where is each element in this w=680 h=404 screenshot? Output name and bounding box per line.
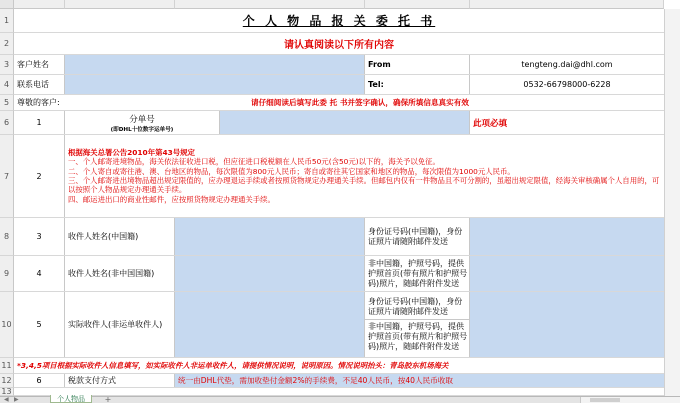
horizontal-scroll-thumb[interactable] xyxy=(590,398,620,402)
tel-number: 0532-66798000-6228 xyxy=(523,80,611,89)
from-label: From xyxy=(368,60,391,69)
recipient-cn-label-cell[interactable] xyxy=(65,218,175,255)
waybill-row xyxy=(14,111,664,135)
recipient-foreign-name-input[interactable] xyxy=(175,256,365,291)
regulations-row xyxy=(14,135,664,218)
row-header[interactable]: 1 xyxy=(0,9,14,33)
recipient-foreign-row-no-cell[interactable] xyxy=(14,256,65,291)
add-sheet-button[interactable] xyxy=(104,396,112,403)
regulation-line: 二、个人寄自或寄往港、澳、台地区的物品，每次限值为800元人民币；寄自或寄往其它国家和地区的物品，每次限值为1000元人民币。 xyxy=(68,166,515,176)
tax-row-no-cell[interactable] xyxy=(14,374,65,387)
id-label-actual-foreign: 非中国籍，护照号码，提供护照首页(带有照片和护照号码)照片，随邮件附件发送 xyxy=(368,322,468,351)
tax-value-cell[interactable] xyxy=(175,374,664,387)
waybill-label-cell[interactable] xyxy=(65,111,220,134)
recipient-cn-row xyxy=(14,218,664,256)
row-header[interactable]: 8 xyxy=(0,218,14,256)
row-number: 1 xyxy=(36,118,42,127)
customer-name-row xyxy=(14,55,664,75)
tax-value: 统一由DHL代垫，需加收垫付金额2%的手续费，不足40人民币，按40人民币收取 xyxy=(178,376,453,385)
waybill-label-hint: (即DHL十位数字运单号) xyxy=(110,126,174,133)
contact-phone-row xyxy=(14,75,664,95)
row-header[interactable]: 3 xyxy=(0,55,14,75)
actual-recipient-row xyxy=(14,292,664,358)
row-number: 6 xyxy=(36,376,42,385)
sheet-tab-label: 个人物品 xyxy=(57,395,85,403)
row-header[interactable]: 10 xyxy=(0,292,14,358)
regulation-line: 根据海关总署公告2010年第43号规定 xyxy=(68,148,195,158)
customer-name-label-cell[interactable] xyxy=(14,55,65,74)
passport-number-input[interactable] xyxy=(470,256,664,291)
actual-recipient-row-no-cell[interactable] xyxy=(14,292,65,357)
actual-recipient-name-input[interactable] xyxy=(175,292,365,357)
dear-customer-label: 尊敬的客户: xyxy=(17,98,60,107)
regulations-row-no-cell[interactable] xyxy=(14,135,65,217)
tel-value-cell[interactable] xyxy=(470,75,664,94)
contact-phone-label: 联系电话 xyxy=(17,80,49,89)
next-sheet-icon[interactable]: ▶ xyxy=(14,396,19,403)
row-header[interactable]: 7 xyxy=(0,135,14,218)
recipient-cn-row-no-cell[interactable] xyxy=(14,218,65,255)
footnote-cell[interactable] xyxy=(14,358,664,373)
actual-recipient-label: 实际收件人(非运单收件人) xyxy=(68,319,163,329)
waybill-required-cell[interactable] xyxy=(470,111,664,134)
footnote-text: *3,4,5项目根据实际收件人信息填写，如实际收件人非运单收件人，请提供情况说明，说明原因。情况说明抬头：青岛胶东机场海关 xyxy=(17,361,449,370)
actual-recipient-id-input[interactable] xyxy=(470,292,664,357)
id-label-actual-cell[interactable] xyxy=(365,292,470,357)
tax-payment-row xyxy=(14,374,664,388)
add-sheet-icon: + xyxy=(104,395,112,404)
id-label-cn-cell[interactable] xyxy=(365,218,470,255)
row-number: 3 xyxy=(36,232,42,241)
waybill-label: 分单号 xyxy=(129,114,155,125)
from-value-cell[interactable] xyxy=(470,55,664,74)
regulation-line: 三、个人邮寄进出境物品超出规定限值的，应办理退运手续或者按照货物规定办理通关手续。但邮包内仅有一件物品且不可分割的，虽超出规定限值，经海关审核确属个人自用的，可以按照个人物品规定办理通关手续。 xyxy=(68,176,660,195)
contact-phone-label-cell[interactable] xyxy=(14,75,65,94)
tel-label-cell[interactable] xyxy=(365,75,470,94)
row-header[interactable]: 5 xyxy=(0,95,14,111)
form-title: 个 人 物 品 报 关 委 托 书 xyxy=(242,14,436,28)
waybill-number-input[interactable] xyxy=(220,111,470,134)
id-number-cn-input[interactable] xyxy=(470,218,664,255)
sheet-tab-bar xyxy=(0,396,680,403)
id-label-cn: 身份证号码(中国籍)，身份证照片请随附邮件发送 xyxy=(368,226,463,246)
tax-label: 税款支付方式 xyxy=(68,376,116,385)
row-number: 5 xyxy=(36,320,42,329)
id-label-actual-cn: 身份证号码(中国籍)，身份证照片请随附邮件发送 xyxy=(365,297,469,320)
sheet-tab-active[interactable] xyxy=(50,395,92,403)
tax-label-cell[interactable] xyxy=(65,374,175,387)
recipient-foreign-row xyxy=(14,256,664,292)
row-header[interactable]: 4 xyxy=(0,75,14,95)
customer-name-input[interactable] xyxy=(65,55,365,74)
tel-label: Tel: xyxy=(368,80,384,89)
form-title-cell[interactable] xyxy=(14,9,664,32)
row-number: 4 xyxy=(36,269,42,278)
id-label-foreign: 非中国籍，护照号码，提供护照首页(带有照片和护照号码)照片，随邮件附件发送 xyxy=(368,258,468,288)
row-header[interactable]: 2 xyxy=(0,33,14,55)
column-header-c[interactable] xyxy=(175,0,365,9)
recipient-foreign-label-cell[interactable] xyxy=(65,256,175,291)
contact-phone-input[interactable] xyxy=(65,75,365,94)
regulation-line: 四、邮运进出口的商业性邮件，应按照货物规定办理通关手续。 xyxy=(68,194,275,204)
subtitle-row xyxy=(14,33,664,55)
regulation-line: 一、个人邮寄进境物品，海关依法征收进口税，但应征进口税税额在人民币50元(含50元)以下的，海关予以免征。 xyxy=(68,157,440,167)
waybill-row-no-cell[interactable] xyxy=(14,111,65,134)
column-header-b[interactable] xyxy=(65,0,175,9)
actual-recipient-label-cell[interactable] xyxy=(65,292,175,357)
row-header[interactable]: 11 xyxy=(0,358,14,374)
row-header[interactable]: 6 xyxy=(0,111,14,135)
subtitle-cell[interactable] xyxy=(14,33,664,54)
recipient-cn-name-input[interactable] xyxy=(175,218,365,255)
empty-row xyxy=(14,388,664,396)
dear-customer-note-cell[interactable] xyxy=(175,95,664,110)
row-header[interactable]: 12 xyxy=(0,374,14,388)
prev-sheet-icon[interactable]: ◀ xyxy=(4,396,9,403)
row-header[interactable]: 13 xyxy=(0,388,14,396)
title-row xyxy=(14,9,664,33)
form-subtitle: 请认真阅读以下所有内容 xyxy=(284,40,394,51)
customer-name-label: 客户姓名 xyxy=(17,60,49,69)
dear-customer-cell[interactable] xyxy=(14,95,175,110)
column-header-a[interactable] xyxy=(14,0,65,9)
required-note: 此项必填 xyxy=(473,118,508,129)
footnote-row xyxy=(14,358,664,374)
from-label-cell[interactable] xyxy=(365,55,470,74)
column-header-d[interactable] xyxy=(365,0,470,9)
id-label-foreign-cell[interactable] xyxy=(365,256,470,291)
recipient-foreign-label: 收件人姓名(非中国国籍) xyxy=(68,269,155,278)
dear-customer-note: 请仔细阅读后填写此委 托 书并签字确认，确保所填信息真实有效 xyxy=(251,98,469,107)
row-number: 2 xyxy=(36,171,42,181)
select-all-corner[interactable] xyxy=(0,0,14,9)
row-header[interactable]: 9 xyxy=(0,256,14,292)
recipient-cn-label: 收件人姓名(中国籍) xyxy=(68,232,139,241)
column-header-e[interactable] xyxy=(470,0,664,9)
vertical-scrollbar[interactable] xyxy=(664,9,680,396)
regulations-text-cell[interactable] xyxy=(65,135,664,217)
dear-customer-row xyxy=(14,95,664,111)
from-email: tengteng.dai@dhl.com xyxy=(521,60,613,69)
